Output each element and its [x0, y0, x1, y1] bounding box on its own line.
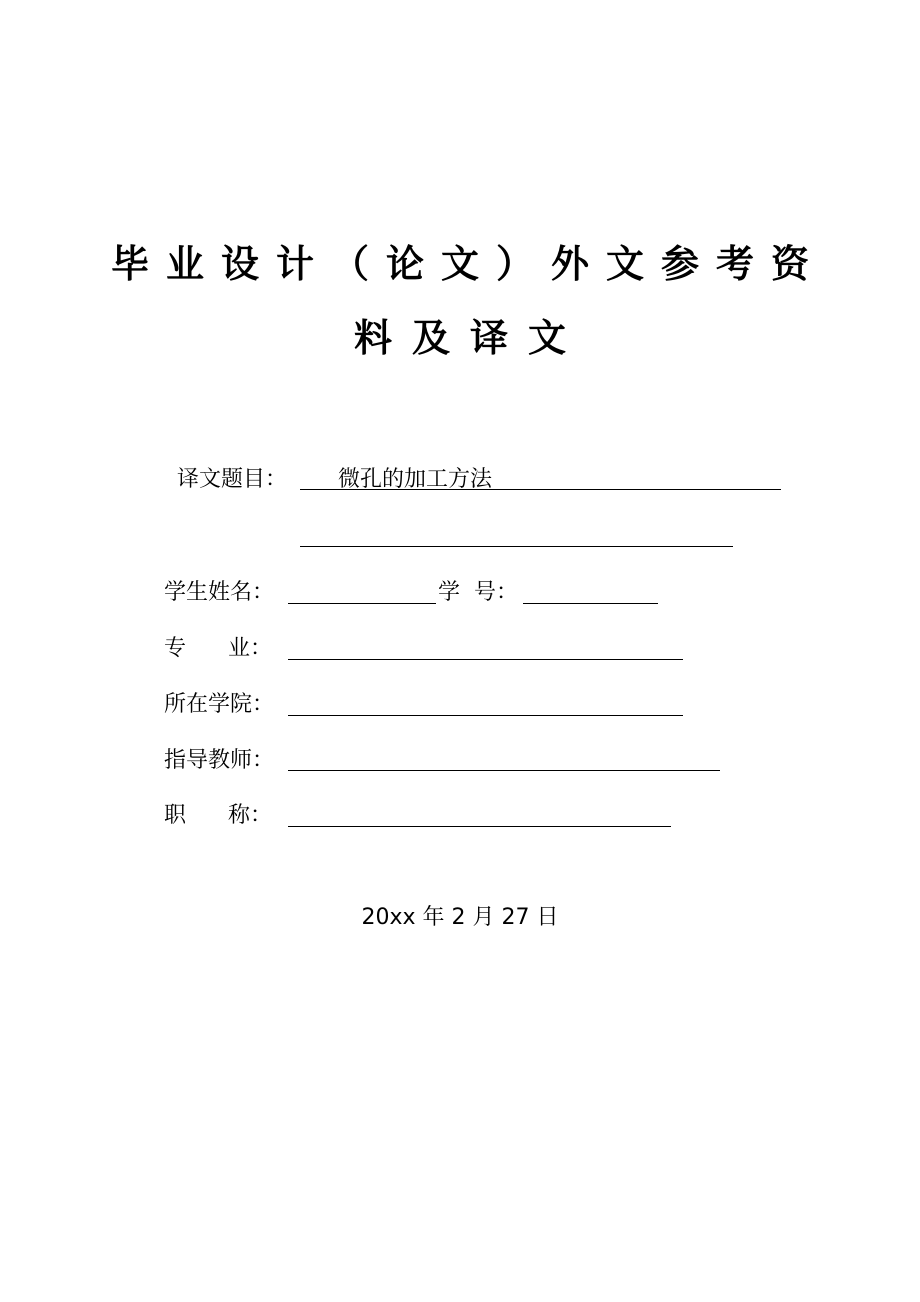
topic-second-underline	[300, 546, 733, 547]
major-label: 专 业：	[164, 636, 272, 661]
advisor-underline	[288, 770, 720, 771]
topic-value: 微孔的加工方法	[338, 467, 493, 492]
topic-label: 译文题目：	[177, 467, 288, 492]
document-title-line-1: 毕业设计（论文）外文参考资	[110, 242, 826, 286]
major-underline	[288, 659, 683, 660]
student-id-underline	[523, 603, 658, 604]
student-id-label: 学 号：	[438, 580, 518, 605]
advisor-label: 指导教师：	[164, 748, 275, 773]
professional-title-label: 职 称：	[164, 803, 272, 828]
student-name-label: 学生姓名：	[164, 580, 275, 605]
college-label: 所在学院：	[164, 692, 275, 717]
document-date: 20xx 年 2 月 27 日	[361, 905, 559, 930]
professional-title-underline	[288, 826, 671, 827]
student-name-underline	[288, 603, 436, 604]
college-underline	[288, 715, 683, 716]
document-title-line-2: 料及译文	[353, 316, 586, 360]
